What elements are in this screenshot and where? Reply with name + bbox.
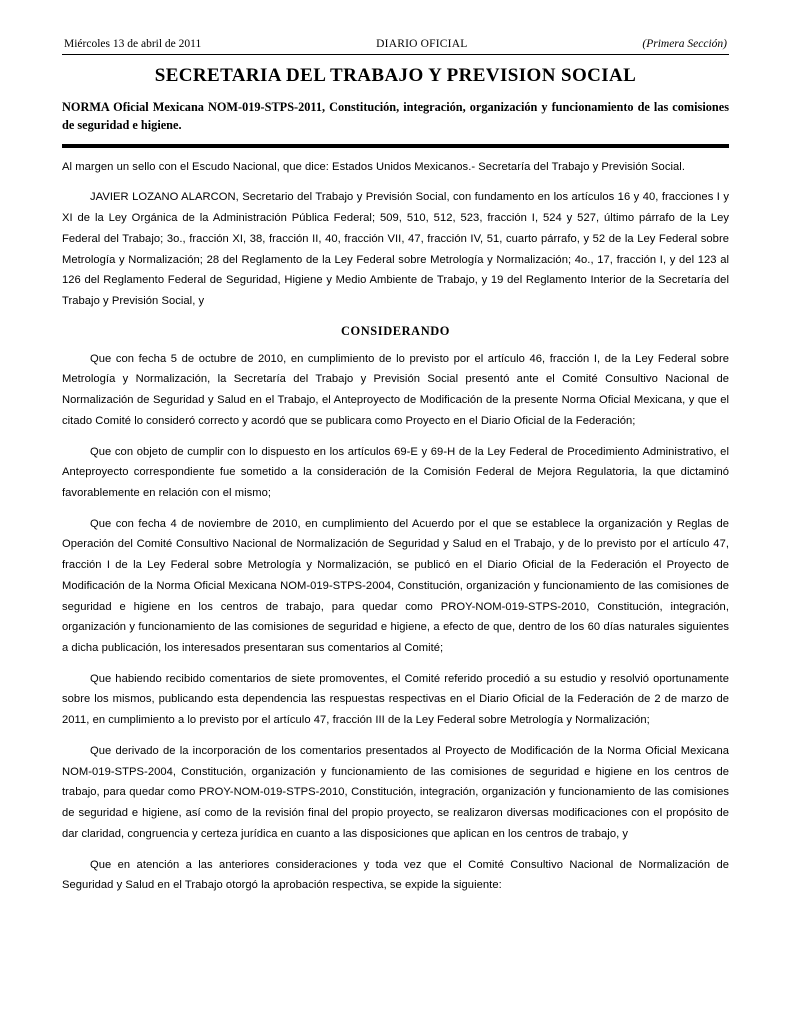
paragraph-javier-lozano: JAVIER LOZANO ALARCON, Secretario del Trabajo y Previsión Social, con fundamento en los artículos 16 y 40, fracciones I y XI de la Ley Orgánica de la Administración Pública Federal; 509, 510, 512, 523, fracción I, 524 y 527, último párrafo de la Ley Federal del Trabajo; 3o., fracción XI, 38, fracción II, 40, fracción VII, 47, fracción IV, 51, cuarto párrafo, y 52 de la Ley Federal sobre Metrología y Normalización; 28 del Reglamento de la Ley Federal sobre Metrología y Normalización; 4o., 17, fracción I, y del 123 al 126 del Reglamento Federal de Seguridad, Higiene y Medio Ambiente de Trabajo, y 19 del Reglamento Interior de la Secretaría del Trabajo y Previsión Social, y	[62, 191, 729, 307]
considerando-heading: CONSIDERANDO	[340, 323, 451, 338]
page-header	[62, 38, 729, 54]
paragraph-considerando-1: Que con fecha 5 de octubre de 2010, en cumplimiento de lo previsto por el artículo 46, fracción I, de la Ley Federal sobre Metrología y Normalización, la Secretaría del Trabajo y Previsión Social presentó ante el Comité Consultivo Nacional de Normalización de Seguridad y Salud en el Trabajo, el Anteproyecto de Modificación de la presente Norma Oficial Mexicana, y que el citado Comité lo consideró correcto y acordó que se publicara como Proyecto en el Diario Oficial de la Federación;	[62, 352, 729, 427]
header-date: Miércoles 13 de abril de 2011	[64, 38, 202, 50]
paragraph-considerando-6: Que en atención a las anteriores consideraciones y toda vez que el Comité Consultivo Nacional de Normalización de Seguridad y Salud en el Trabajo otorgó la aprobación respectiva, se expide la siguiente:	[62, 858, 729, 892]
header-section: (Primera Sección)	[642, 38, 727, 50]
paragraph-margen: Al margen un sello con el Escudo Nacional, que dice: Estados Unidos Mexicanos.- Secretaría del Trabajo y Previsión Social.	[62, 160, 685, 173]
page-title: SECRETARIA DEL TRABAJO Y PREVISION SOCIAL	[154, 65, 637, 86]
paragraph-considerando-3: Que con fecha 4 de noviembre de 2010, en cumplimiento del Acuerdo por el que se establece la organización y Reglas de Operación del Comité Consultivo Nacional de Normalización de Seguridad y Salud en el Trabajo, y de lo previsto por el artículo 47, fracción I de la Ley Federal sobre Metrología y Normalización, se publicó en el Diario Oficial de la Federación el Proyecto de Modificación de la Norma Oficial Mexicana NOM-019-STPS-2004, Constitución, organización y funcionamiento de las comisiones de seguridad e higiene en los centros de trabajo, para quedar como PROY-NOM-019-STPS-2010, Constitución, integración, organización y funcionamiento de las comisiones de seguridad e higiene, a efecto de que, dentro de los 60 días naturales siguientes a dicha publicación, los interesados presentaran sus comentarios al Comité;	[62, 517, 729, 655]
header-publication: DIARIO OFICIAL	[376, 38, 468, 50]
title-divider	[62, 144, 729, 148]
paragraph-considerando-5: Que derivado de la incorporación de los comentarios presentados al Proyecto de Modificación de la Norma Oficial Mexicana NOM-019-STPS-2004, Constitución, organización y funcionamiento de las comisiones de seguridad e higiene en los centros de trabajo, para quedar como PROY-NOM-019-STPS-2010, Constitución, integración, organización y funcionamiento de las comisiones de seguridad e higiene, así como de la revisión final del propio proyecto, se realizaron diversas modificaciones con el propósito de dar claridad, congruencia y certeza jurídica en cuanto a las disposiciones que aplican en los centros de trabajo, y	[62, 744, 729, 840]
norma-subtitle: NORMA Oficial Mexicana NOM-019-STPS-2011, Constitución, integración, organización y funcionamiento de las comisiones de seguridad e higiene.	[62, 100, 729, 132]
paragraph-considerando-4: Que habiendo recibido comentarios de siete promoventes, el Comité referido procedió a su estudio y resolvió oportunamente sobre los mismos, publicando esta dependencia las respuestas respectivas en el Diario Oficial de la Federación de 2 de marzo de 2011, en cumplimiento a lo previsto por el artículo 47, fracción III de la Ley Federal sobre Metrología y Normalización;	[62, 672, 729, 727]
header-divider	[62, 54, 729, 55]
paragraph-considerando-2: Que con objeto de cumplir con lo dispuesto en los artículos 69-E y 69-H de la Ley Federal de Procedimiento Administrativo, el Anteproyecto correspondiente fue sometido a la consideración de la Comisión Federal de Mejora Regulatoria, la que dictaminó favorablemente en relación con el mismo;	[62, 445, 729, 499]
